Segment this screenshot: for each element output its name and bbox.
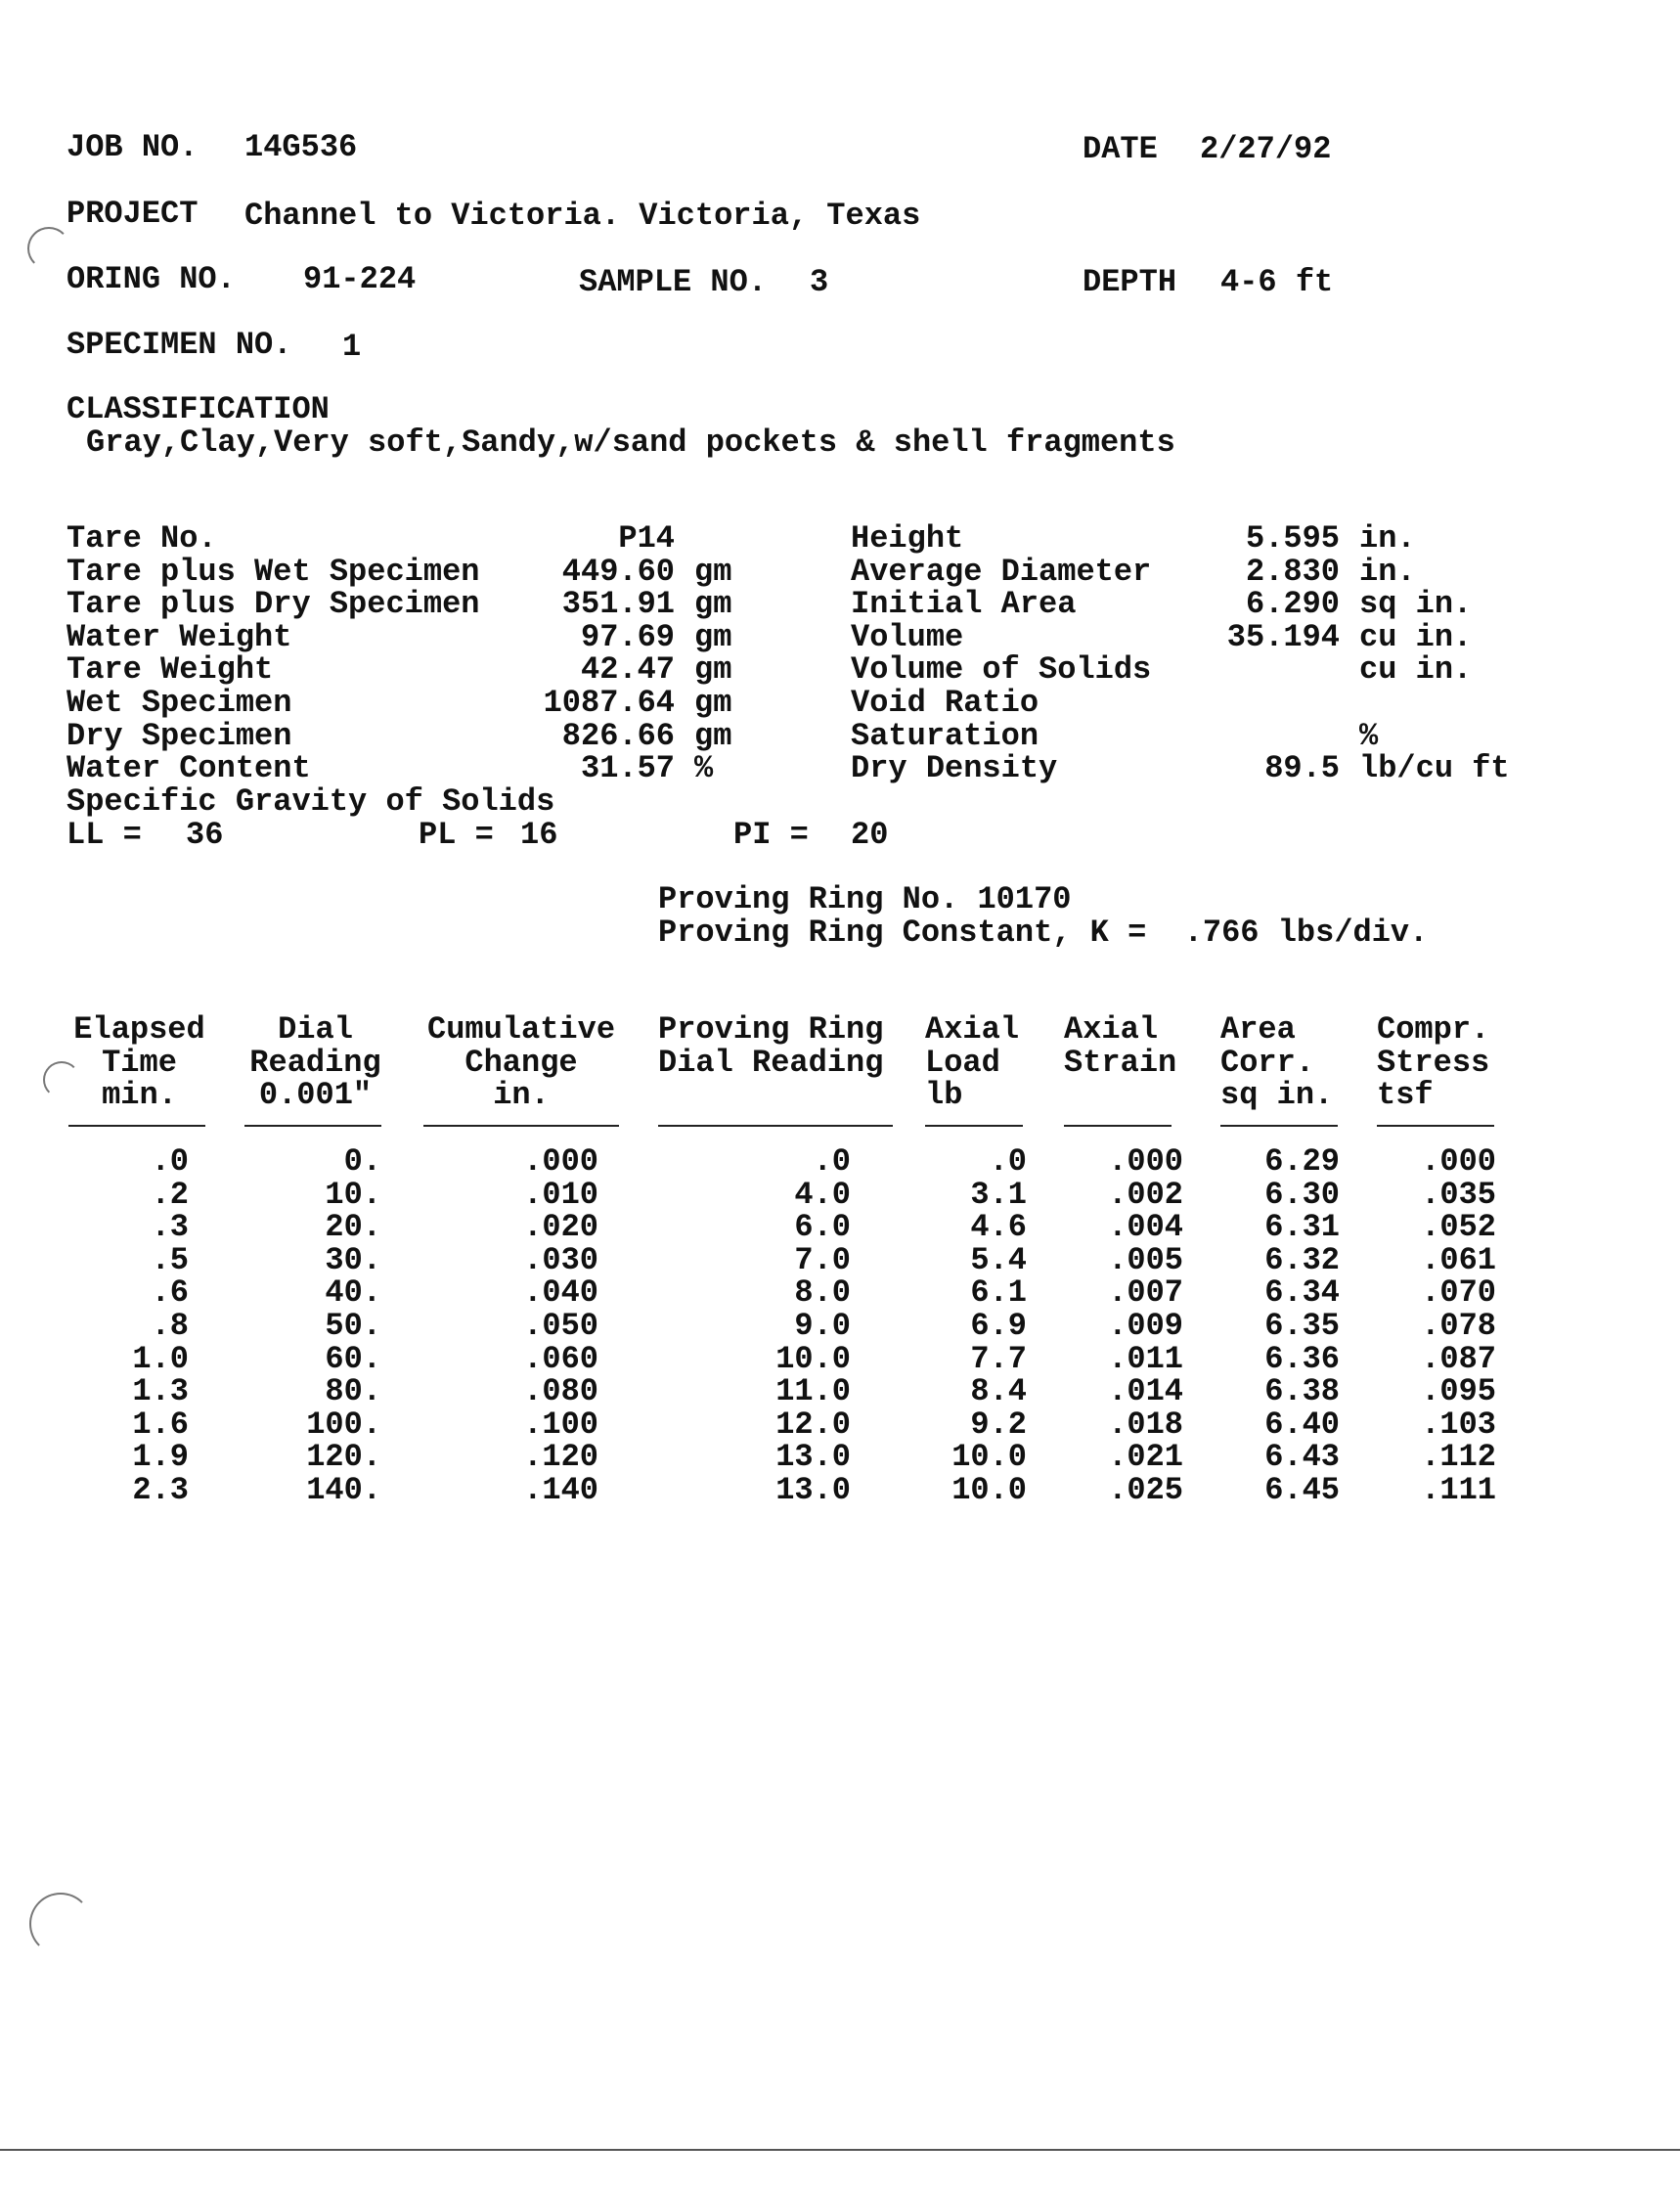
specimen-no-value: 1: [342, 329, 362, 365]
date-value: 2/27/92: [1200, 131, 1332, 167]
property-value: 826.66: [561, 717, 675, 754]
property-value: 35.194: [1226, 618, 1340, 655]
column-header: Stress: [1377, 1044, 1490, 1081]
table-cell: 10.0: [951, 1472, 1027, 1508]
depth-value: 4-6 ft: [1220, 264, 1334, 300]
property-value: 42.47: [580, 651, 675, 689]
table-cell: .112: [1421, 1439, 1496, 1476]
table-cell: .005: [1108, 1241, 1183, 1278]
table-cell: 9.0: [794, 1308, 851, 1344]
table-cell: .3: [151, 1209, 189, 1246]
table-cell: 120.: [306, 1439, 381, 1476]
property-label: Wet Specimen: [66, 685, 292, 721]
property-unit: cu in.: [1359, 651, 1473, 689]
property-label: Void Ratio: [851, 685, 1039, 721]
table-cell: .000: [523, 1143, 598, 1180]
table-cell: 80.: [325, 1373, 381, 1410]
depth-label: DEPTH: [1083, 264, 1177, 300]
column-header: Cumulative: [426, 1011, 616, 1048]
table-cell: .052: [1421, 1209, 1496, 1246]
property-label: Tare Weight: [66, 651, 274, 689]
table-cell: .050: [523, 1308, 598, 1344]
property-unit: %: [694, 750, 714, 787]
table-cell: .002: [1108, 1176, 1183, 1213]
table-cell: .060: [523, 1340, 598, 1377]
column-header: Corr.: [1220, 1044, 1315, 1081]
property-unit: in.: [1359, 520, 1416, 557]
pl-value: 16: [520, 817, 558, 853]
column-header: Compr.: [1377, 1011, 1490, 1048]
table-cell: .070: [1421, 1274, 1496, 1312]
column-header: tsf: [1377, 1077, 1434, 1114]
table-cell: 6.38: [1264, 1373, 1340, 1410]
table-cell: 6.29: [1264, 1143, 1340, 1180]
table-cell: .009: [1108, 1308, 1183, 1344]
table-cell: 13.0: [775, 1439, 851, 1476]
table-cell: 2.3: [132, 1472, 189, 1508]
table-cell: 6.31: [1264, 1209, 1340, 1246]
property-unit: gm: [694, 717, 732, 754]
table-cell: .080: [523, 1373, 598, 1410]
property-value: 2.830: [1245, 553, 1340, 590]
property-label: Dry Specimen: [66, 717, 292, 754]
column-header: sq in.: [1220, 1077, 1334, 1114]
table-cell: .007: [1108, 1274, 1183, 1312]
property-label: Dry Density: [851, 750, 1058, 787]
header-underline: [1220, 1125, 1338, 1127]
table-cell: 10.0: [951, 1439, 1027, 1476]
column-header: 0.001": [258, 1077, 373, 1114]
boring-no-value: 91-224: [303, 261, 417, 297]
property-label: Tare No.: [66, 520, 217, 557]
header-underline: [1377, 1125, 1494, 1127]
table-cell: 12.0: [775, 1406, 851, 1443]
header-underline: [68, 1125, 205, 1127]
table-cell: 3.1: [970, 1176, 1027, 1213]
table-cell: .035: [1421, 1176, 1496, 1213]
column-header: Area: [1220, 1011, 1296, 1048]
table-cell: 7.0: [794, 1241, 851, 1278]
table-cell: 30.: [325, 1241, 381, 1278]
table-cell: .2: [151, 1176, 189, 1213]
header-underline: [423, 1125, 619, 1127]
table-cell: .0: [151, 1143, 189, 1180]
table-cell: 8.0: [794, 1274, 851, 1312]
table-cell: 6.35: [1264, 1308, 1340, 1344]
table-cell: .111: [1421, 1472, 1496, 1508]
table-cell: .000: [1108, 1143, 1183, 1180]
table-cell: .8: [151, 1308, 189, 1344]
column-header: Axial: [1064, 1011, 1159, 1048]
table-cell: 7.7: [970, 1340, 1027, 1377]
property-unit: gm: [694, 553, 732, 590]
column-header: in.: [493, 1077, 550, 1114]
property-value: 1087.64: [543, 685, 675, 721]
table-cell: 10.0: [775, 1340, 851, 1377]
table-cell: 0.: [343, 1143, 381, 1180]
project-value: Channel to Victoria. Victoria, Texas: [244, 198, 921, 234]
pl-label: PL =: [419, 817, 494, 853]
table-cell: .120: [523, 1439, 598, 1476]
property-label: Water Weight: [66, 618, 292, 655]
column-header: Dial Reading: [658, 1044, 884, 1081]
column-header: Reading: [249, 1044, 381, 1081]
scan-mark: [43, 1061, 80, 1098]
table-cell: 6.9: [970, 1308, 1027, 1344]
table-cell: .004: [1108, 1209, 1183, 1246]
proving-ring-number: Proving Ring No. 10170: [658, 881, 1072, 917]
property-label: Volume of Solids: [851, 651, 1152, 689]
property-unit: gm: [694, 586, 732, 623]
table-cell: 1.9: [132, 1439, 189, 1476]
property-value: 97.69: [580, 618, 675, 655]
ll-label: LL =: [66, 817, 142, 853]
property-unit: %: [1359, 717, 1379, 754]
sample-no-label: SAMPLE NO.: [579, 264, 768, 300]
table-cell: 100.: [306, 1406, 381, 1443]
classification-value: Gray,Clay,Very soft,Sandy,w/sand pockets & shell fragments: [86, 424, 1175, 461]
table-cell: 6.32: [1264, 1241, 1340, 1278]
column-header: Elapsed: [73, 1011, 205, 1048]
table-cell: .0: [813, 1143, 851, 1180]
table-cell: 11.0: [775, 1373, 851, 1410]
job-no-value: 14G536: [244, 129, 358, 165]
table-cell: .087: [1421, 1340, 1496, 1377]
table-cell: 6.36: [1264, 1340, 1340, 1377]
table-cell: 4.0: [794, 1176, 851, 1213]
scan-mark: [27, 227, 70, 270]
job-no-label: JOB NO.: [66, 129, 199, 165]
table-cell: .021: [1108, 1439, 1183, 1476]
specimen-no-label: SPECIMEN NO.: [66, 327, 292, 363]
table-cell: 10.: [325, 1176, 381, 1213]
table-cell: 6.43: [1264, 1439, 1340, 1476]
table-cell: .025: [1108, 1472, 1183, 1508]
table-cell: .018: [1108, 1406, 1183, 1443]
property-label: Saturation: [851, 717, 1039, 754]
table-cell: .078: [1421, 1308, 1496, 1344]
proving-ring-constant: Proving Ring Constant, K = .766 lbs/div.: [658, 915, 1429, 951]
property-unit: sq in.: [1359, 586, 1473, 623]
column-header: Axial: [925, 1011, 1020, 1048]
classification-label: CLASSIFICATION: [66, 391, 330, 427]
column-header: lb: [925, 1077, 963, 1114]
table-cell: .061: [1421, 1241, 1496, 1278]
pi-value: 20: [851, 817, 889, 853]
property-unit: cu in.: [1359, 618, 1473, 655]
header-underline: [925, 1125, 1023, 1127]
table-cell: .140: [523, 1472, 598, 1508]
table-cell: 20.: [325, 1209, 381, 1246]
table-cell: 5.4: [970, 1241, 1027, 1278]
column-header: min.: [102, 1077, 177, 1114]
table-cell: 8.4: [970, 1373, 1027, 1410]
date-label: DATE: [1083, 131, 1158, 167]
property-unit: gm: [694, 685, 732, 721]
property-label: Volume: [851, 618, 964, 655]
property-label: Average Diameter: [851, 553, 1152, 590]
property-value: 6.290: [1245, 586, 1340, 623]
table-cell: .020: [523, 1209, 598, 1246]
project-label: PROJECT: [66, 196, 199, 232]
table-cell: 6.45: [1264, 1472, 1340, 1508]
table-cell: .000: [1421, 1143, 1496, 1180]
property-value: 89.5: [1264, 750, 1340, 787]
header-underline: [658, 1125, 893, 1127]
property-unit: gm: [694, 651, 732, 689]
scan-mark: [29, 1893, 92, 1955]
table-cell: .095: [1421, 1373, 1496, 1410]
table-cell: 1.0: [132, 1340, 189, 1377]
table-cell: .0: [989, 1143, 1027, 1180]
table-cell: .011: [1108, 1340, 1183, 1377]
property-label: Initial Area: [851, 586, 1077, 623]
property-unit: gm: [694, 618, 732, 655]
property-label: Tare plus Dry Specimen: [66, 586, 480, 623]
table-cell: .030: [523, 1241, 598, 1278]
column-header: Strain: [1064, 1044, 1177, 1081]
table-cell: 6.1: [970, 1274, 1027, 1312]
table-cell: .040: [523, 1274, 598, 1312]
table-cell: 13.0: [775, 1472, 851, 1508]
table-cell: 40.: [325, 1274, 381, 1312]
table-cell: .103: [1421, 1406, 1496, 1443]
table-cell: 9.2: [970, 1406, 1027, 1443]
table-cell: 6.0: [794, 1209, 851, 1246]
table-cell: 4.6: [970, 1209, 1027, 1246]
property-label: Tare plus Wet Specimen: [66, 553, 480, 590]
specific-gravity-label: Specific Gravity of Solids: [66, 783, 555, 820]
table-cell: .010: [523, 1176, 598, 1213]
property-value: 449.60: [561, 553, 675, 590]
page-bottom-rule: [0, 2149, 1680, 2151]
table-cell: 1.3: [132, 1373, 189, 1410]
pi-label: PI =: [733, 817, 809, 853]
property-value: 351.91: [561, 586, 675, 623]
table-cell: 1.6: [132, 1406, 189, 1443]
table-cell: 6.34: [1264, 1274, 1340, 1312]
property-unit: lb/cu ft: [1359, 750, 1510, 787]
table-cell: .5: [151, 1241, 189, 1278]
property-label: Height: [851, 520, 964, 557]
table-cell: 140.: [306, 1472, 381, 1508]
sample-no-value: 3: [810, 264, 829, 300]
table-cell: 6.30: [1264, 1176, 1340, 1213]
table-cell: .6: [151, 1274, 189, 1312]
property-value: 5.595: [1245, 520, 1340, 557]
header-underline: [1064, 1125, 1172, 1127]
header-underline: [244, 1125, 381, 1127]
column-header: Dial: [278, 1011, 353, 1048]
table-cell: 60.: [325, 1340, 381, 1377]
property-value: P14: [618, 520, 675, 557]
property-value: 31.57: [580, 750, 675, 787]
table-cell: 50.: [325, 1308, 381, 1344]
column-header: Load: [925, 1044, 1000, 1081]
ll-value: 36: [186, 817, 224, 853]
column-header: Change: [464, 1044, 578, 1081]
property-unit: in.: [1359, 553, 1416, 590]
property-label: Water Content: [66, 750, 311, 787]
table-cell: .014: [1108, 1373, 1183, 1410]
column-header: Proving Ring: [658, 1011, 884, 1048]
table-cell: .100: [523, 1406, 598, 1443]
column-header: Time: [102, 1044, 177, 1081]
table-cell: 6.40: [1264, 1406, 1340, 1443]
boring-no-label: ORING NO.: [66, 261, 236, 297]
